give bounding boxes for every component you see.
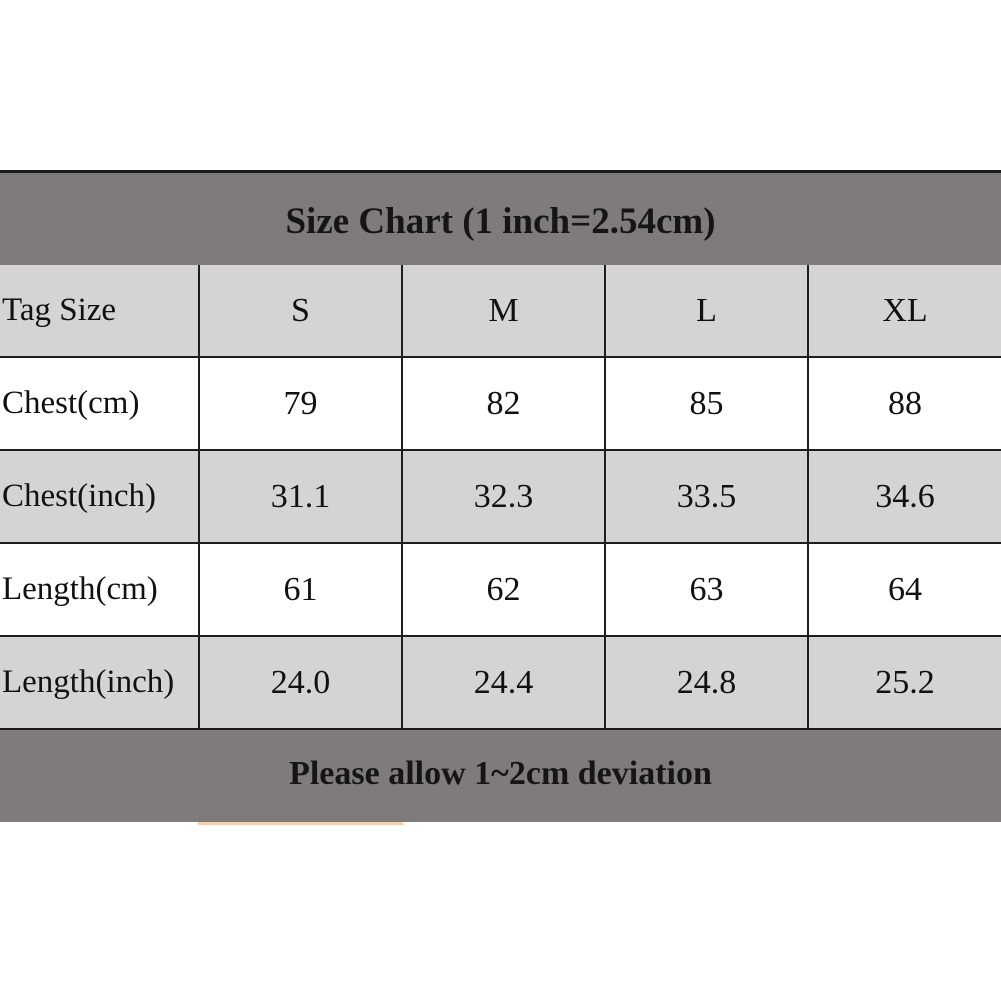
- table-cell: 85: [606, 358, 809, 451]
- row-label: Length(cm): [0, 544, 200, 637]
- table-cell: 62: [403, 544, 606, 637]
- table-cell: 34.6: [809, 451, 1001, 544]
- row-label: Length(inch): [0, 637, 200, 730]
- row-label: Chest(cm): [0, 358, 200, 451]
- table-cell: 24.4: [403, 637, 606, 730]
- table-row: [0, 358, 1001, 451]
- table-cell: 31.1: [200, 451, 403, 544]
- table-cell: 79: [200, 358, 403, 451]
- table-cell: 63: [606, 544, 809, 637]
- table-row: [0, 544, 1001, 637]
- table-row: [0, 451, 1001, 544]
- table-cell: 61: [200, 544, 403, 637]
- table-cell: 33.5: [606, 451, 809, 544]
- table-cell: 25.2: [809, 637, 1001, 730]
- table-cell: 64: [809, 544, 1001, 637]
- table-cell: 82: [403, 358, 606, 451]
- header-size-l: L: [606, 265, 809, 358]
- header-size-s: S: [200, 265, 403, 358]
- table-cell: 24.8: [606, 637, 809, 730]
- row-label: Chest(inch): [0, 451, 200, 544]
- table-header-row: [0, 265, 1001, 358]
- accent-line: [198, 822, 403, 825]
- header-size-m: M: [403, 265, 606, 358]
- size-table: [0, 265, 1001, 730]
- deviation-note: Please allow 1~2cm deviation: [0, 730, 1001, 822]
- table-row: [0, 637, 1001, 730]
- table-cell: 32.3: [403, 451, 606, 544]
- header-label: Tag Size: [0, 265, 200, 358]
- header-size-xl: XL: [809, 265, 1001, 358]
- table-cell: 88: [809, 358, 1001, 451]
- chart-title: Size Chart (1 inch=2.54cm): [0, 173, 1001, 265]
- table-cell: 24.0: [200, 637, 403, 730]
